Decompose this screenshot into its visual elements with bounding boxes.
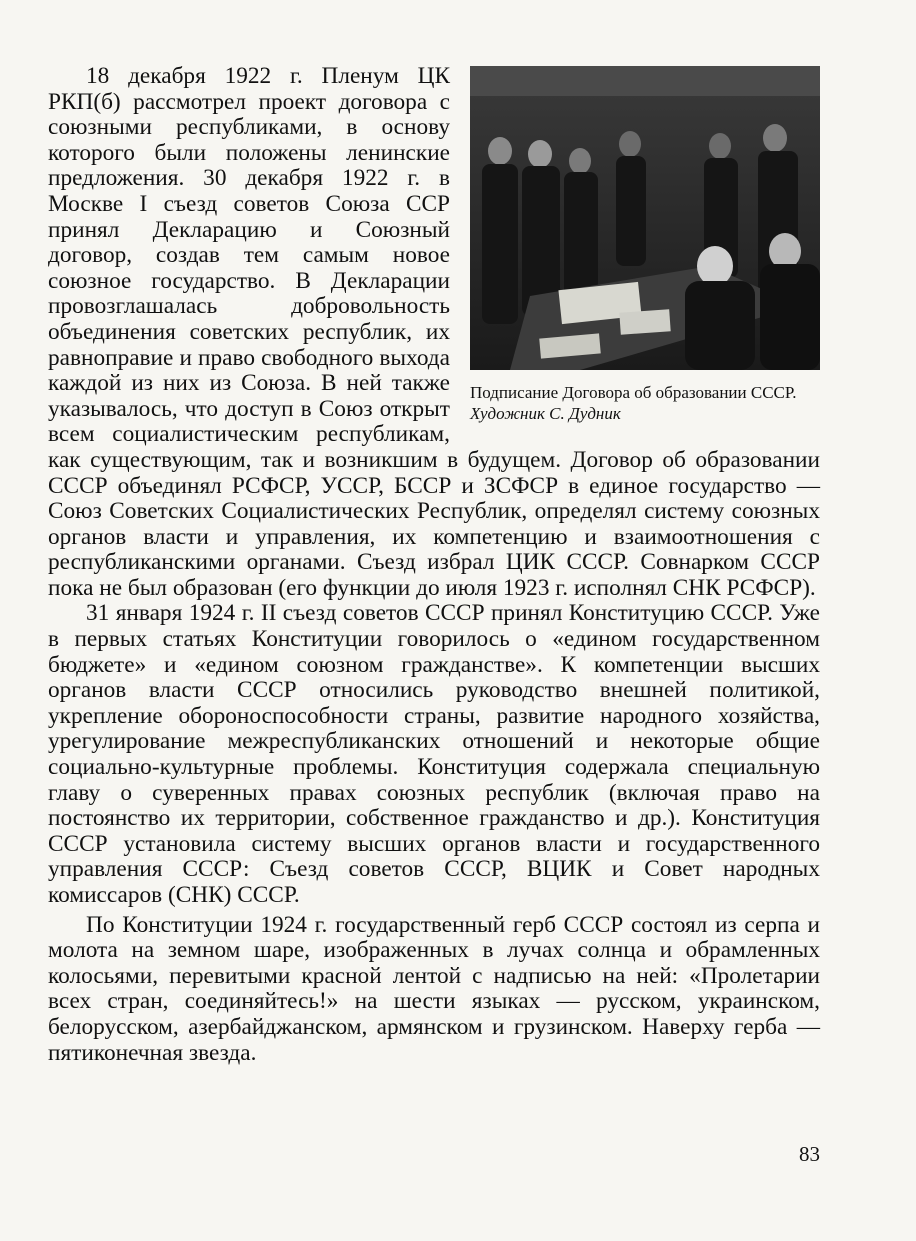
figure-caption: [470, 382, 820, 424]
paragraph-3: По Конституции 1924 г. государственный герб СССР состоял из серпа и молота на земном шаре, изображенных в лучах солнца и обрамленных колосьями, перевитыми красной лентой с надписью на ней: «Пролетарии всех стран, соединяйтесь!» на шести языках — русском, украинском, белорусском, азербайджанском, армянском и грузинском. Наверху герба — пятиконечная звезда.: [48, 911, 820, 1066]
figure: [470, 66, 820, 424]
caption-author: Художник С. Дудник: [470, 404, 621, 423]
paragraph-2: 31 января 1924 г. II съезд советов СССР принял Конституцию СССР. Уже в первых статьях Конституции говорилось о «едином государственном бюджете» и «едином союзном гражданстве». К компетенции высших органов власти СССР относились руководство внешней политикой, укрепление обороноспособности страны, развитие народного хозяйства, урегулирование межреспубликанских отношений и некоторые общие социально-культурные проблемы. Конституция содержала специальную главу о суверенных правах союзных республик (включая право на постоянство их территории, собственное гражданство и др.). Конституция СССР установила систему высших органов власти и государственного управления СССР: Съезд советов СССР, ВЦИК и Совет народных комиссаров (СНК) СССР.: [48, 600, 820, 908]
page-body: [48, 64, 820, 1066]
page-number: 83: [799, 1142, 820, 1166]
painting-image: [470, 66, 820, 370]
caption-text: Подписание Договора об образовании СССР.: [470, 383, 797, 402]
paragraph-1: 18 декабря 1922 г. Пленум ЦК РКП(б) рассмотрел проект договора с союзными республиками, в основу которого были положены ленинские предложения. 30 декабря 1922 г. в Москве I съезд советов Союза ССР принял Декларацию и Союзный договор, создав тем самым новое союзное государство. В Декларации провозглашалась добровольность объединения советских республик, их равноправие и право свободного выхода каждой из них из Союза. В ней также указывалось, что доступ в Союз открыт всем социалистическим республикам, как существующим, так и возникшим в будущем. Договор об образовании СССР объединял РСФСР, УССР, БССР и ЗСФСР в единое государство — Союз Советских Социалистических Республик, определял систему союзных органов власти и управления, их компетенцию и взаимоотношения с республиканскими органами. Съезд избрал ЦИК СССР. Совнарком СССР пока не был образован (его функции до июля 1923 г. исполнял СНК РСФСР).: [48, 63, 820, 601]
